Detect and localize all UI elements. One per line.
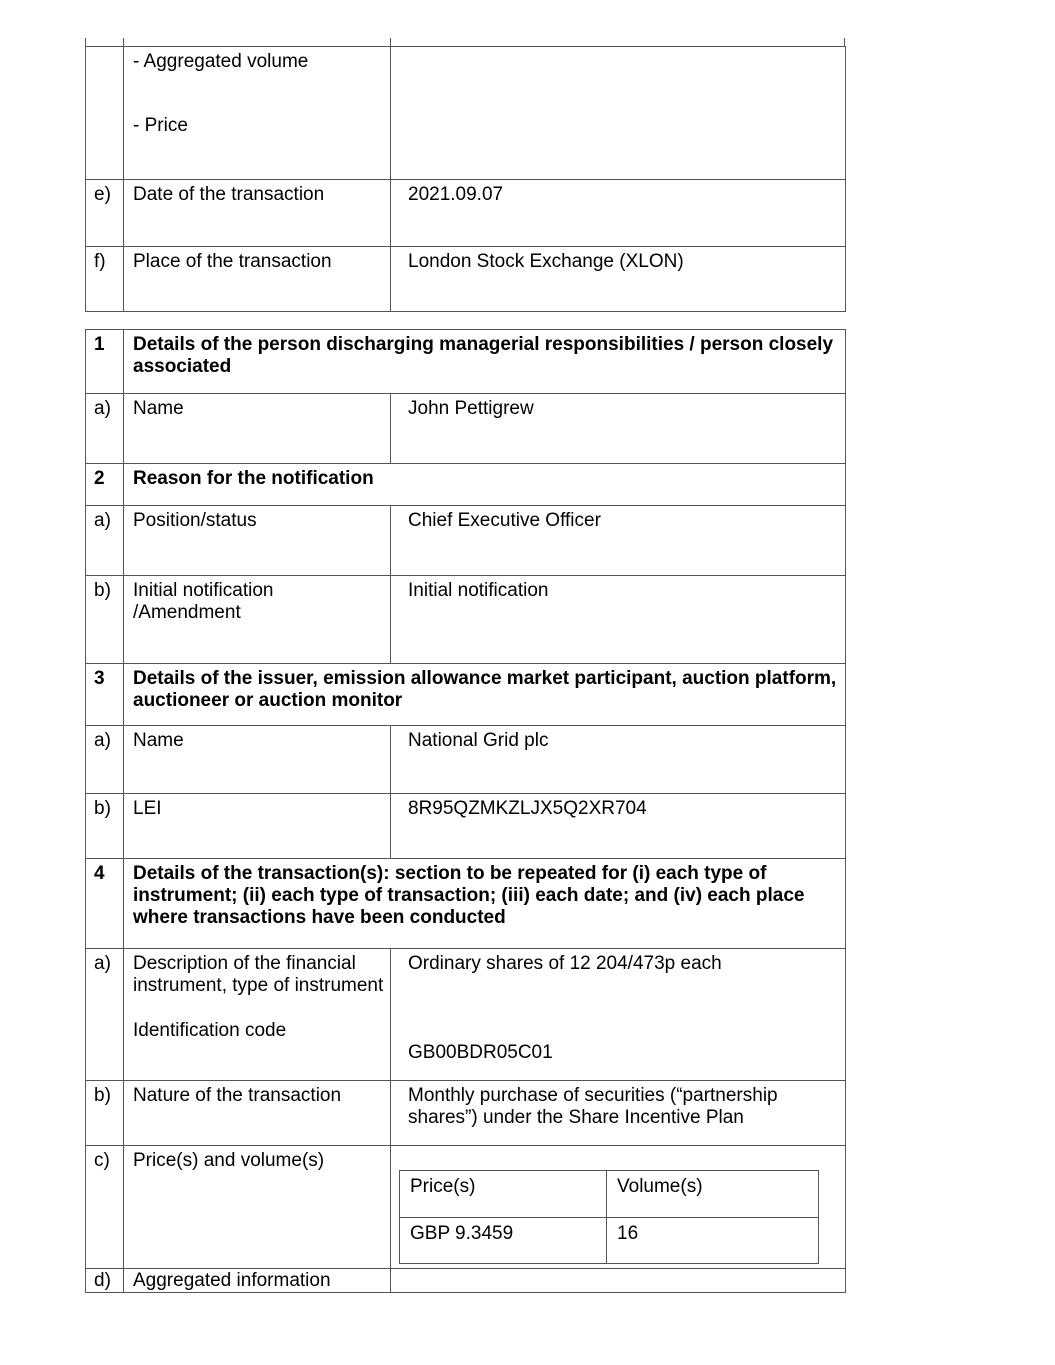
price-volume-label: Price(s) and volume(s) [124,1146,391,1269]
price-volume-header-row [400,1171,819,1218]
table-edge-stub [123,38,124,46]
place-of-transaction-row [86,247,846,312]
aggregated-items-cell [124,47,391,180]
position-status-value: Chief Executive Officer [391,506,846,576]
row-e-label: Date of the transaction [124,180,391,247]
lei-row [86,794,846,859]
price-label: - Price [133,115,188,136]
section-3-num: 3 [86,664,124,726]
aggregated-volume-label: - Aggregated volume [133,51,309,72]
section-3-row-b-num: b) [86,794,124,859]
pdmr-name-row [86,394,846,464]
empty-value-cell [391,47,846,180]
issuer-name-value: National Grid plc [391,726,846,794]
nature-of-transaction-label: Nature of the transaction [124,1081,391,1146]
initial-notification-value: Initial notification [391,576,846,664]
section-4-row-b-num: b) [86,1081,124,1146]
pdmr-name-value: John Pettigrew [391,394,846,464]
section-3-header-row [86,664,846,726]
price-column-header: Price(s) [400,1171,607,1218]
section-4-row-a-num: a) [86,949,124,1081]
position-status-row [86,506,846,576]
section-1-header-row [86,330,846,394]
nature-of-transaction-value: Monthly purchase of securities (“partnership shares”) under the Share Incentive Plan [391,1081,846,1146]
price-volume-table [399,1170,819,1264]
section-4-num: 4 [86,859,124,949]
date-of-transaction-row [86,180,846,247]
row-f-num: f) [86,247,124,312]
section-2-header-row [86,464,846,506]
section-4-title: Details of the transaction(s): section to be repeated for (i) each type of instrument; (ii) each type of transaction; (iii) each date; and (iv) each place where transactions have been conducted [124,859,846,949]
identification-code-label: Identification code [133,1020,287,1041]
aggregated-information-value-cell [391,1269,846,1293]
price-volume-table-cell [391,1146,846,1269]
instrument-values-cell [391,949,846,1081]
nature-of-transaction-row [86,1081,846,1146]
table-edge-stub [390,38,391,46]
row-f-value: London Stock Exchange (XLON) [391,247,846,312]
section-1-title: Details of the person discharging managerial responsibilities / person closely associated [124,330,846,394]
section-2-num: 2 [86,464,124,506]
row-f-label: Place of the transaction [124,247,391,312]
initial-notification-row [86,576,846,664]
instrument-description-value: Ordinary shares of 12 204/473p each [408,953,722,974]
position-status-label: Position/status [124,506,391,576]
volume-column-header: Volume(s) [607,1171,819,1218]
row-e-value: 2021.09.07 [391,180,846,247]
section-4-row-c-num: c) [86,1146,124,1269]
price-value: GBP 9.3459 [400,1218,607,1264]
empty-num-cell [86,47,124,180]
section-4-header-row [86,859,846,949]
instrument-labels-cell [124,949,391,1081]
price-volume-row [86,1146,846,1269]
section-2-row-a-num: a) [86,506,124,576]
pdmr-name-label: Name [124,394,391,464]
section-1-num: 1 [86,330,124,394]
aggregated-items-row [86,47,846,180]
aggregated-information-row [86,1269,846,1293]
instrument-description-row [86,949,846,1081]
section-2-row-b-num: b) [86,576,124,664]
instrument-description-label: Description of the financial instrument, type of instrument [133,953,384,996]
table-edge-stub [85,38,86,46]
initial-notification-label: Initial notification /Amendment [124,576,391,664]
identification-code-value: GB00BDR05C01 [408,1042,553,1063]
lei-value: 8R95QZMKZLJX5Q2XR704 [391,794,846,859]
main-table [85,329,846,1293]
volume-value: 16 [607,1218,819,1264]
table-edge-stub [844,38,845,46]
price-volume-data-row [400,1218,819,1264]
section-4-row-d-num: d) [86,1269,124,1293]
lei-label: LEI [124,794,391,859]
row-e-num: e) [86,180,124,247]
section-1-row-a-num: a) [86,394,124,464]
section-3-title: Details of the issuer, emission allowance market participant, auction platform, auctioneer or auction monitor [124,664,846,726]
issuer-name-row [86,726,846,794]
section-2-title: Reason for the notification [124,464,846,506]
aggregated-information-label: Aggregated information [124,1269,391,1293]
section-3-row-a-num: a) [86,726,124,794]
continuation-table [85,46,846,312]
issuer-name-label: Name [124,726,391,794]
